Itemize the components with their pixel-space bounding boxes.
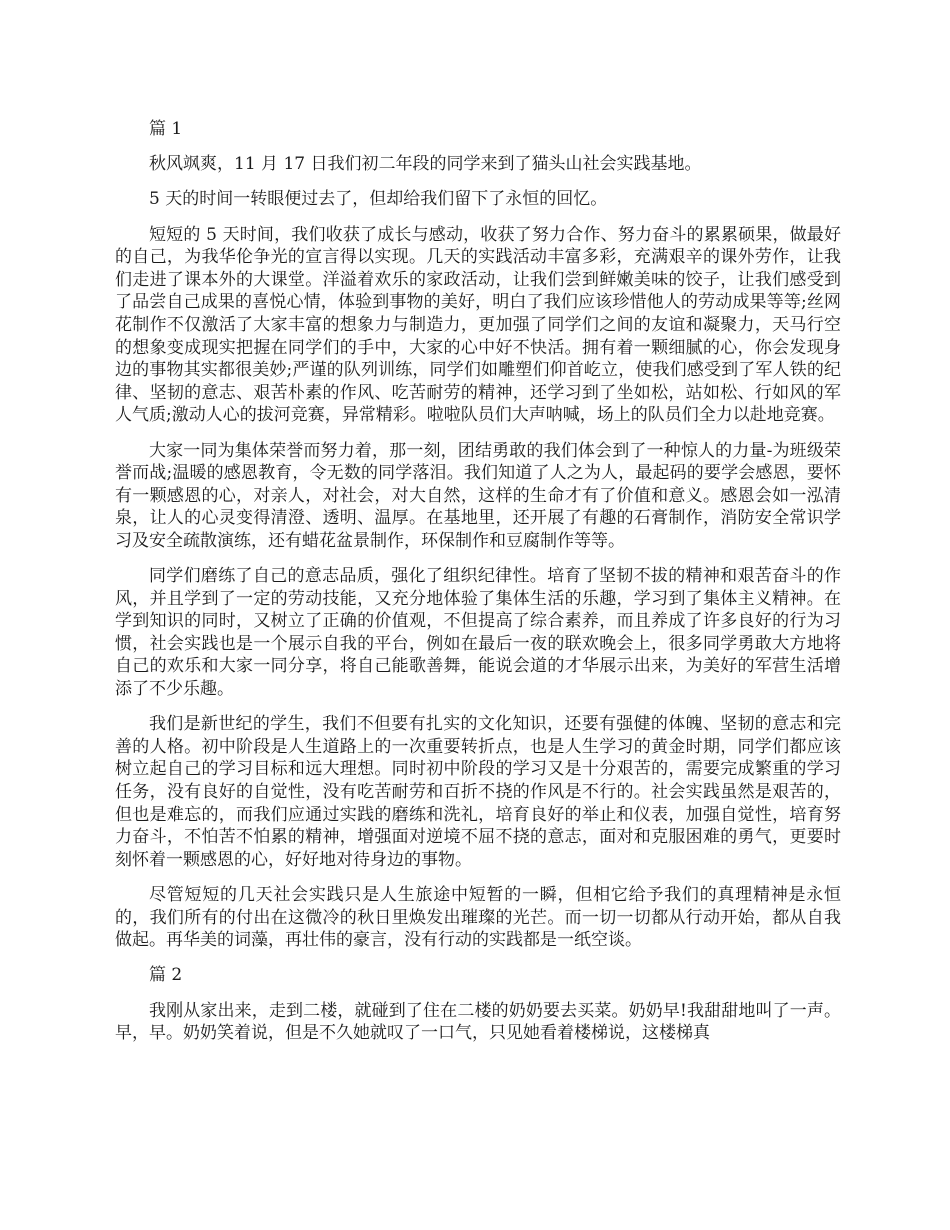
paragraph: 短短的 5 天时间，我们收获了成长与感动，收获了努力合作、努力奋斗的累累硕果，做最好的自己，为我华伦争光的宣言得以实现。几天的实践活动丰富多彩，充满艰辛的课外劳作，让我们走进了课本外的大课堂。洋溢着欢乐的家政活动，让我们尝到鲜嫩美味的饺子，让我们感受到了品尝自己成果的喜悦心情，体验到事物的美好，明白了我们应该珍惜他人的劳动成果等等;丝网花制作不仅激活了大家丰富的想象力与制造力，更加强了同学们之间的友谊和凝聚力，天马行空的想象变成现实把握在同学们的手中，大家的心中好不快活。拥有着一颗细腻的心，你会发现身边的事物其实都很美妙;严谨的队列训练，同学们如雕塑们仰首屹立，使我们感受到了军人铁的纪律、坚韧的意志、艰苦朴素的作风、吃苦耐劳的精神，还学习到了坐如松，站如松、行如风的军人气质;激动人心的拔河竞赛，异常精彩。啦啦队员们大声呐喊，场上的队员们全力以赴地竞赛。 xyxy=(115,224,841,426)
paragraph: 我刚从家出来，走到二楼，就碰到了住在二楼的奶奶要去买菜。奶奶早!我甜甜地叫了一声。早，早。奶奶笑着说，但是不久她就叹了一口气，只见她看着楼梯说，这楼梯真 xyxy=(115,1000,841,1044)
paragraph: 同学们磨练了自己的意志品质，强化了组织纪律性。培育了坚韧不拔的精神和艰苦奋斗的作风，并且学到了一定的劳动技能，又充分地体验了集体生活的乐趣，学习到了集体主义精神。在学到知识的同时，又树立了正确的价值观，不但提高了综合素养，而且养成了许多良好的行为习惯，社会实践也是一个展示自我的平台，例如在最后一夜的联欢晚会上，很多同学勇敢大方地将自己的欢乐和大家一同分享，将自己能歌善舞，能说会道的才华展示出来，为美好的军营生活增添了不少乐趣。 xyxy=(115,566,841,700)
paragraph: 大家一同为集体荣誉而努力着，那一刻，团结勇敢的我们体会到了一种惊人的力量-为班级荣誉而战;温暖的感恩教育，令无数的同学落泪。我们知道了人之为人，最起码的要学会感恩，要怀有一颗感恩的心，对亲人，对社会，对大自然，这样的生命才有了价值和意义。感恩会如一泓清泉，让人的心灵变得清澄、透明、温厚。在基地里，还开展了有趣的石膏制作，消防安全常识学习及安全疏散演练，还有蜡花盆景制作，环保制作和豆腐制作等等。 xyxy=(115,440,841,551)
paragraph: 尽管短短的几天社会实践只是人生旅途中短暂的一瞬，但相它给予我们的真理精神是永恒的，我们所有的付出在这微冷的秋日里焕发出璀璨的光芒。而一切一切都从行动开始，都从自我做起。再华美的词藻，再壮伟的豪言，没有行动的实践都是一纸空谈。 xyxy=(115,884,841,951)
section-2 xyxy=(115,964,841,1044)
section-1 xyxy=(115,118,841,952)
paragraph: 5 天的时间一转眼便过去了，但却给我们留下了永恒的回忆。 xyxy=(149,189,608,210)
section-heading: 篇 1 xyxy=(149,119,183,139)
section-heading: 篇 2 xyxy=(149,965,183,986)
paragraph: 我们是新世纪的学生，我们不但要有扎实的文化知识，还要有强健的体魄、坚韧的意志和完善的人格。初中阶段是人生道路上的一次重要转折点，也是人生学习的黄金时期，同学们都应该树立起自己的学习目标和远大理想。同时初中阶段的学习又是十分艰苦的，需要完成繁重的学习任务，没有良好的自觉性，没有吃苦耐劳和百折不挠的作风是不行的。社会实践虽然是艰苦的，但也是难忘的，而我们应通过实践的磨练和洗礼，培育良好的举止和仪表，加强自觉性，培育努力奋斗，不怕苦不怕累的精神，增强面对逆境不屈不挠的意志，面对和克服困难的勇气，更要时刻怀着一颗感恩的心，好好地对待身边的事物。 xyxy=(115,714,841,870)
paragraph: 秋风飒爽，11 月 17 日我们初二年段的同学来到了猫头山社会实践基地。 xyxy=(149,154,702,175)
document-body xyxy=(115,118,841,1057)
